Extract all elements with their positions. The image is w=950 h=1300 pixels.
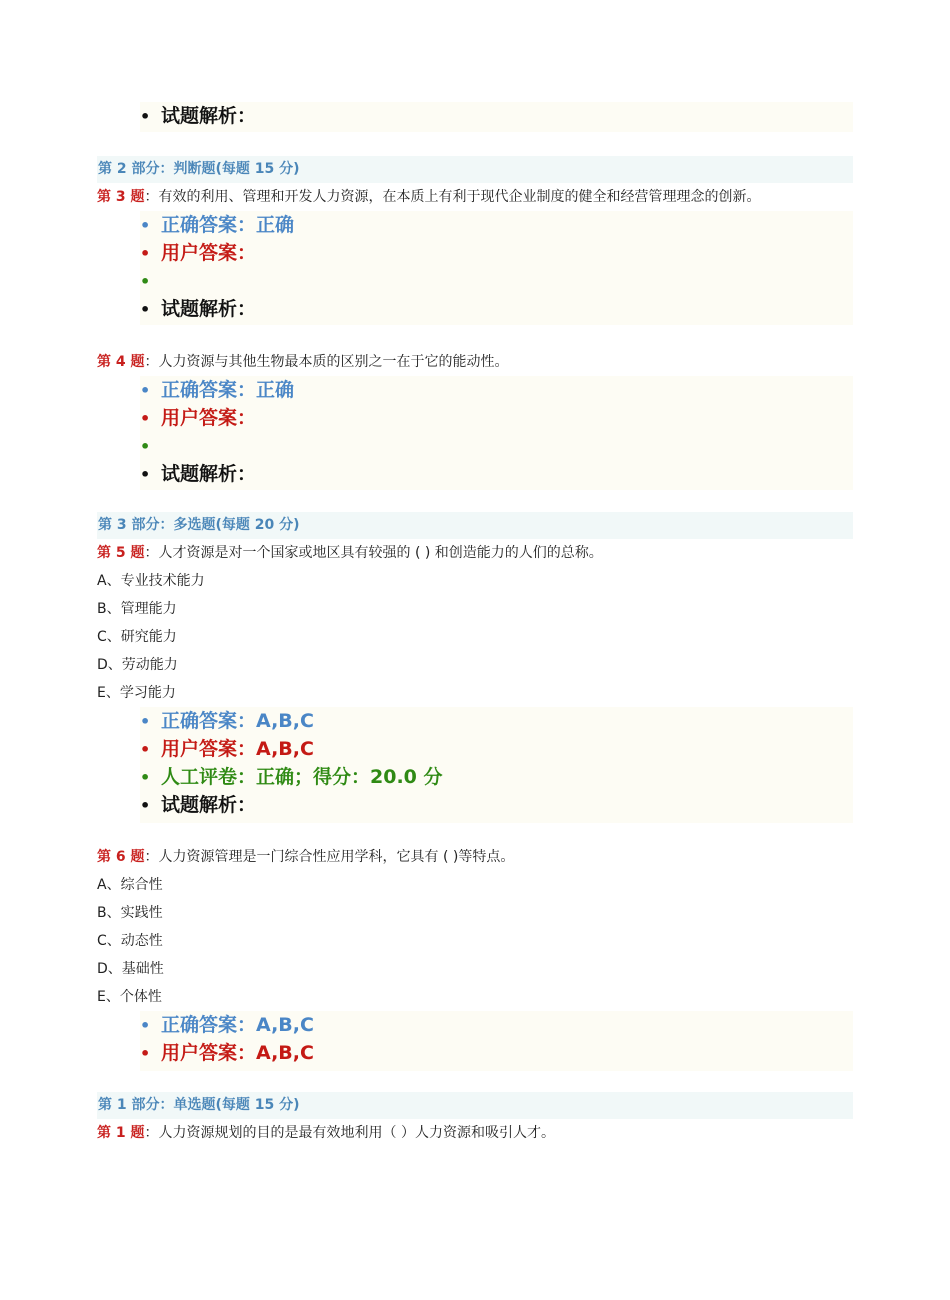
question-4 <box>97 352 509 372</box>
manual-grade-q5: • 人工评卷：正确；得分：20.0 分 <box>140 764 443 791</box>
bullet-icon: • <box>140 1044 151 1063</box>
option-c: C、研究能力 <box>97 629 177 645</box>
question-text: ：人力资源管理是一门综合性应用学科，它具有 ( )等特点。 <box>144 849 515 865</box>
correct-answer-q3: • 正确答案：正确 <box>140 212 294 239</box>
analysis-item-prev: • 试题解析： <box>140 103 256 130</box>
bullet-icon: • <box>140 409 151 428</box>
option-b: B、管理能力 <box>97 601 177 617</box>
user-answer-q4: • 用户答案： <box>140 405 256 432</box>
option-d: D、劳动能力 <box>97 657 178 673</box>
option-d: D、基础性 <box>97 961 164 977</box>
correct-answer-q6: • 正确答案：A,B,C <box>140 1012 314 1039</box>
question-number: 第 3 题 <box>97 189 145 205</box>
bullet-icon: • <box>140 1016 151 1035</box>
bullet-icon: • <box>140 244 151 263</box>
user-answer-q3: • 用户答案： <box>140 240 256 267</box>
option-b: B、实践性 <box>97 905 163 921</box>
correct-answer-q4: • 正确答案：正确 <box>140 377 294 404</box>
question-6 <box>97 847 514 867</box>
option-c: C、动态性 <box>97 933 163 949</box>
user-answer-q5: • 用户答案：A,B,C <box>140 736 314 763</box>
user-answer-q6: • 用户答案：A,B,C <box>140 1040 314 1067</box>
bullet-icon: • <box>140 381 151 400</box>
bullet-icon: • <box>140 300 151 319</box>
option-a: A、综合性 <box>97 877 163 893</box>
question-number: 第 6 题 <box>97 849 145 865</box>
question-text: ：人才资源是对一个国家或地区具有较强的 ( ) 和创造能力的人们的总称。 <box>144 545 603 561</box>
bullet-icon: • <box>140 796 151 815</box>
bullet-icon: • <box>140 272 151 291</box>
section-header-1: 第 1 部分：单选题(每题 15 分) <box>97 1092 853 1119</box>
bullet-icon: • <box>140 107 151 126</box>
question-text: ：有效的利用、管理和开发人力资源，在本质上有利于现代企业制度的健全和经营管理理念的创新。 <box>144 189 761 205</box>
option-e: E、个体性 <box>97 989 162 1005</box>
analysis-q5: • 试题解析： <box>140 792 256 819</box>
bullet-icon: • <box>140 740 151 759</box>
question-text: ：人力资源规划的目的是最有效地利用（ ）人力资源和吸引人才。 <box>144 1125 555 1141</box>
question-number: 第 5 题 <box>97 545 145 561</box>
bullet-icon: • <box>140 465 151 484</box>
section-header-2: 第 2 部分：判断题(每题 15 分) <box>97 156 853 183</box>
analysis-q4: • 试题解析： <box>140 461 256 488</box>
question-number: 第 4 题 <box>97 354 145 370</box>
bullet-icon: • <box>140 712 151 731</box>
section-header-3: 第 3 部分：多选题(每题 20 分) <box>97 512 853 539</box>
option-a: A、专业技术能力 <box>97 573 205 589</box>
question-5 <box>97 543 603 563</box>
bullet-icon: • <box>140 216 151 235</box>
analysis-q3: • 试题解析： <box>140 296 256 323</box>
bullet-icon: • <box>140 768 151 787</box>
question-1 <box>97 1123 555 1143</box>
question-number: 第 1 题 <box>97 1125 145 1141</box>
bullet-icon: • <box>140 437 151 456</box>
manual-grade-q3 <box>140 268 161 295</box>
question-3 <box>97 187 761 207</box>
option-e: E、学习能力 <box>97 685 176 701</box>
correct-answer-q5: • 正确答案：A,B,C <box>140 708 314 735</box>
manual-grade-q4 <box>140 433 161 460</box>
question-text: ：人力资源与其他生物最本质的区别之一在于它的能动性。 <box>144 354 509 370</box>
